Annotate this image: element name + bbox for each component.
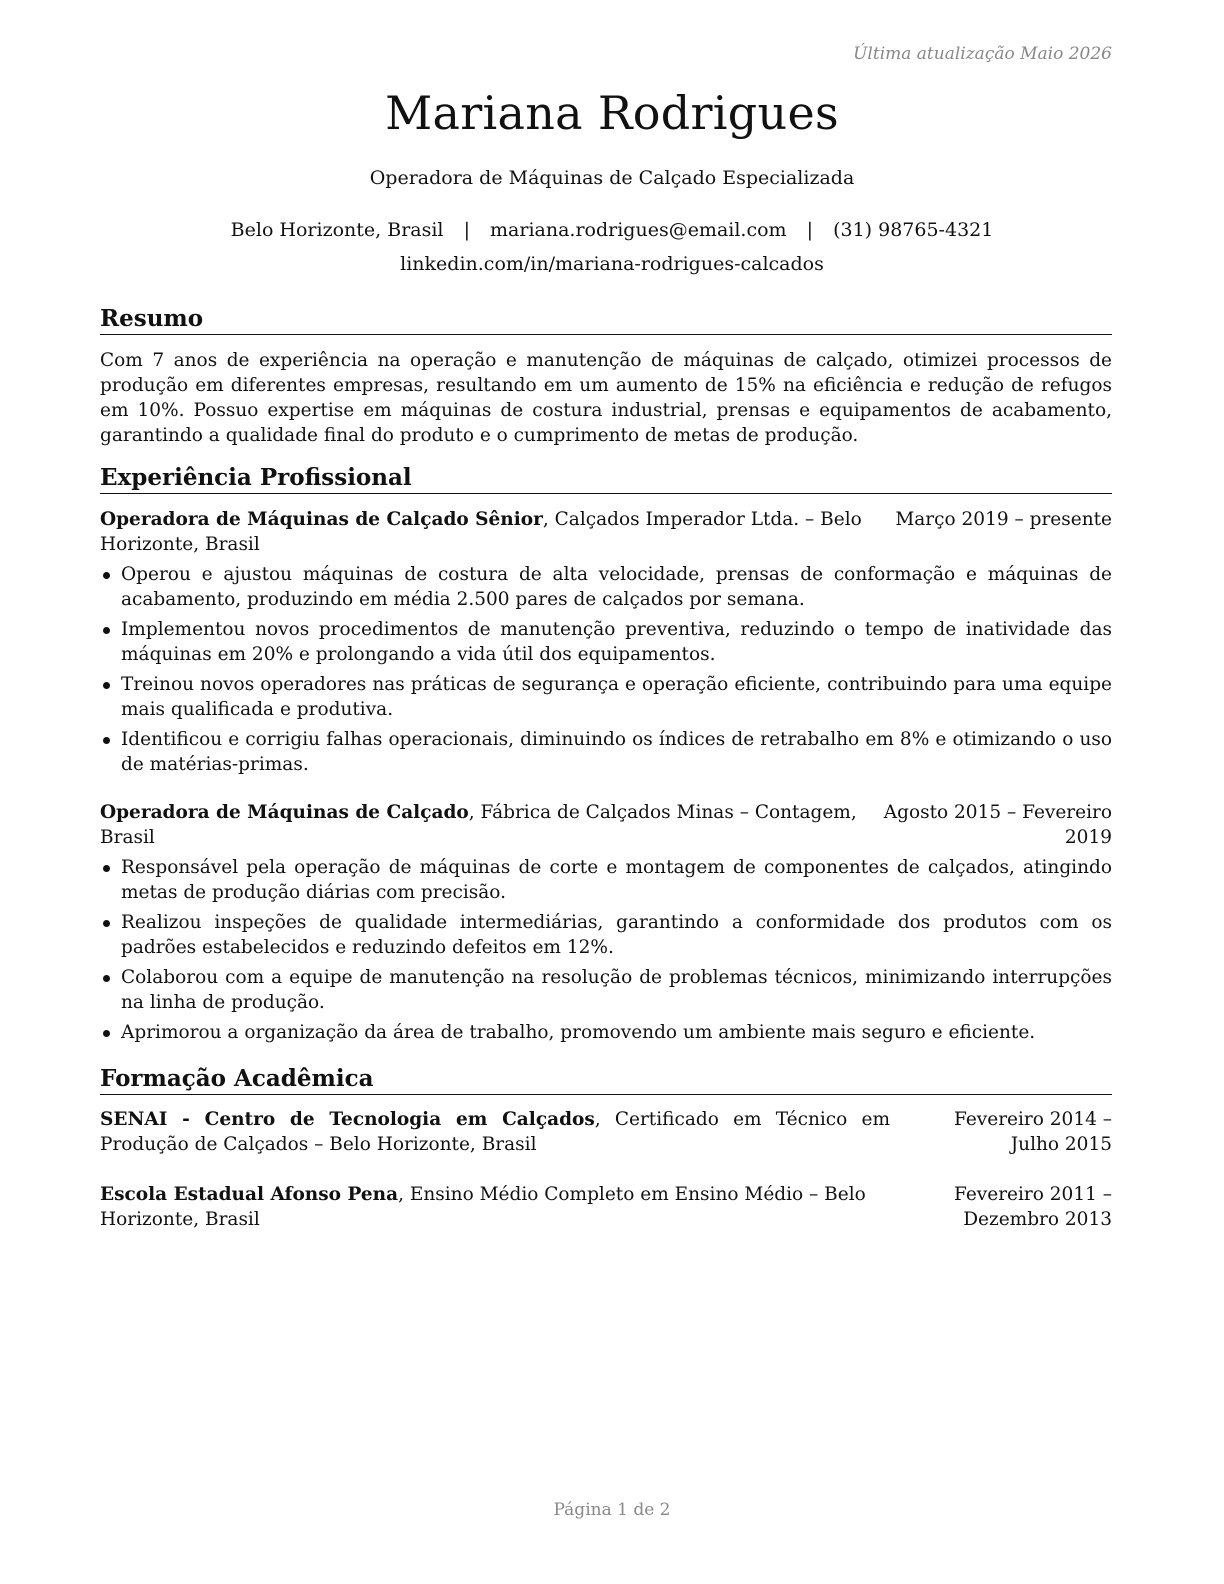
list-item: Identificou e corrigiu falhas operacionais, diminuindo os índices de retrabalho em 8% e otimizando o uso de matérias-primas.	[100, 727, 1112, 777]
education-header	[100, 1182, 1112, 1232]
linkedin-link[interactable]: linkedin.com/in/mariana-rodrigues-calcados	[400, 253, 824, 275]
section-title-experience: Experiência Profissional	[100, 464, 1112, 494]
job-header	[100, 507, 1112, 557]
job-company: , Calçados Imperador Ltda. – Belo Horizonte, Brasil	[100, 509, 862, 555]
job-heading	[100, 800, 860, 850]
list-item: Colaborou com a equipe de manutenção na resolução de problemas técnicos, minimizando interrupções na linha de produção.	[100, 965, 1112, 1015]
education-detail: , Ensino Médio Completo em Ensino Médio – Belo Horizonte, Brasil	[100, 1184, 866, 1230]
education-detail: , Certificado em Técnico em Produção de Calçados – Belo Horizonte, Brasil	[100, 1109, 891, 1155]
education-heading	[100, 1107, 890, 1157]
job-bullets	[100, 562, 1112, 777]
education-dates: Fevereiro 2014 – Julho 2015	[954, 1109, 1112, 1155]
school-name: Escola Estadual Afonso Pena	[100, 1184, 399, 1205]
job-role: Operadora de Máquinas de Calçado Sênior	[100, 509, 543, 530]
job-dates: Agosto 2015 – Fevereiro 2019	[883, 802, 1112, 848]
job-company: , Fábrica de Calçados Minas – Contagem, Brasil	[100, 802, 857, 848]
job-bullets	[100, 855, 1112, 1045]
job-entry	[100, 800, 1112, 1050]
job-entry	[100, 507, 1112, 782]
list-item: Implementou novos procedimentos de manutenção preventiva, reduzindo o tempo de inatividade das máquinas em 20% e prolongando a vida útil dos equipamentos.	[100, 617, 1112, 667]
school-name: SENAI - Centro de Tecnologia em Calçados	[100, 1109, 595, 1130]
list-item: Treinou novos operadores nas práticas de segurança e operação eficiente, contribuindo para uma equipe mais qualificada e produtiva.	[100, 672, 1112, 722]
contact-line	[0, 219, 1224, 241]
education-entry	[100, 1107, 1112, 1157]
list-item: Operou e ajustou máquinas de costura de alta velocidade, prensas de conformação e máquinas de acabamento, produzindo em média 2.500 pares de calçados por semana.	[100, 562, 1112, 612]
separator: |	[806, 219, 814, 241]
section-title-education: Formação Acadêmica	[100, 1065, 1112, 1095]
section-title-summary: Resumo	[100, 305, 1112, 335]
education-entry	[100, 1182, 1112, 1232]
education-heading	[100, 1182, 872, 1232]
separator: |	[463, 219, 470, 241]
education-dates: Fevereiro 2011 – Dezembro 2013	[954, 1184, 1112, 1230]
list-item: Aprimorou a organização da área de trabalho, promovendo um ambiente mais seguro e eficiente.	[100, 1020, 1112, 1045]
page-number: Página 1 de 2	[553, 1500, 671, 1520]
education-header	[100, 1107, 1112, 1157]
job-heading	[100, 507, 890, 557]
candidate-name: Mariana Rodrigues	[385, 86, 839, 140]
job-dates: Março 2019 – presente	[895, 509, 1112, 530]
list-item: Responsável pela operação de máquinas de corte e montagem de componentes de calçados, atingindo metas de produção diárias com precisão.	[100, 855, 1112, 905]
job-header	[100, 800, 1112, 850]
last-updated: Última atualização Maio 2026	[853, 44, 1112, 64]
job-role: Operadora de Máquinas de Calçado	[100, 802, 469, 823]
location: Belo Horizonte, Brasil	[230, 219, 444, 241]
job-title: Operadora de Máquinas de Calçado Especializada	[369, 167, 855, 189]
email-link[interactable]: mariana.rodrigues@email.com	[490, 219, 787, 241]
summary-text: Com 7 anos de experiência na operação e manutenção de máquinas de calçado, otimizei processos de produção em diferentes empresas, resultando em um aumento de 15% na eficiência e redução de refugos em 10%. Possuo expertise em máquinas de costura industrial, prensas e equipamentos de acabamento, garantindo a qualidade final do produto e o cumprimento de metas de produção.	[100, 350, 1112, 446]
phone: (31) 98765-4321	[833, 219, 994, 241]
list-item: Realizou inspeções de qualidade intermediárias, garantindo a conformidade dos produtos com os padrões estabelecidos e reduzindo defeitos em 12%.	[100, 910, 1112, 960]
